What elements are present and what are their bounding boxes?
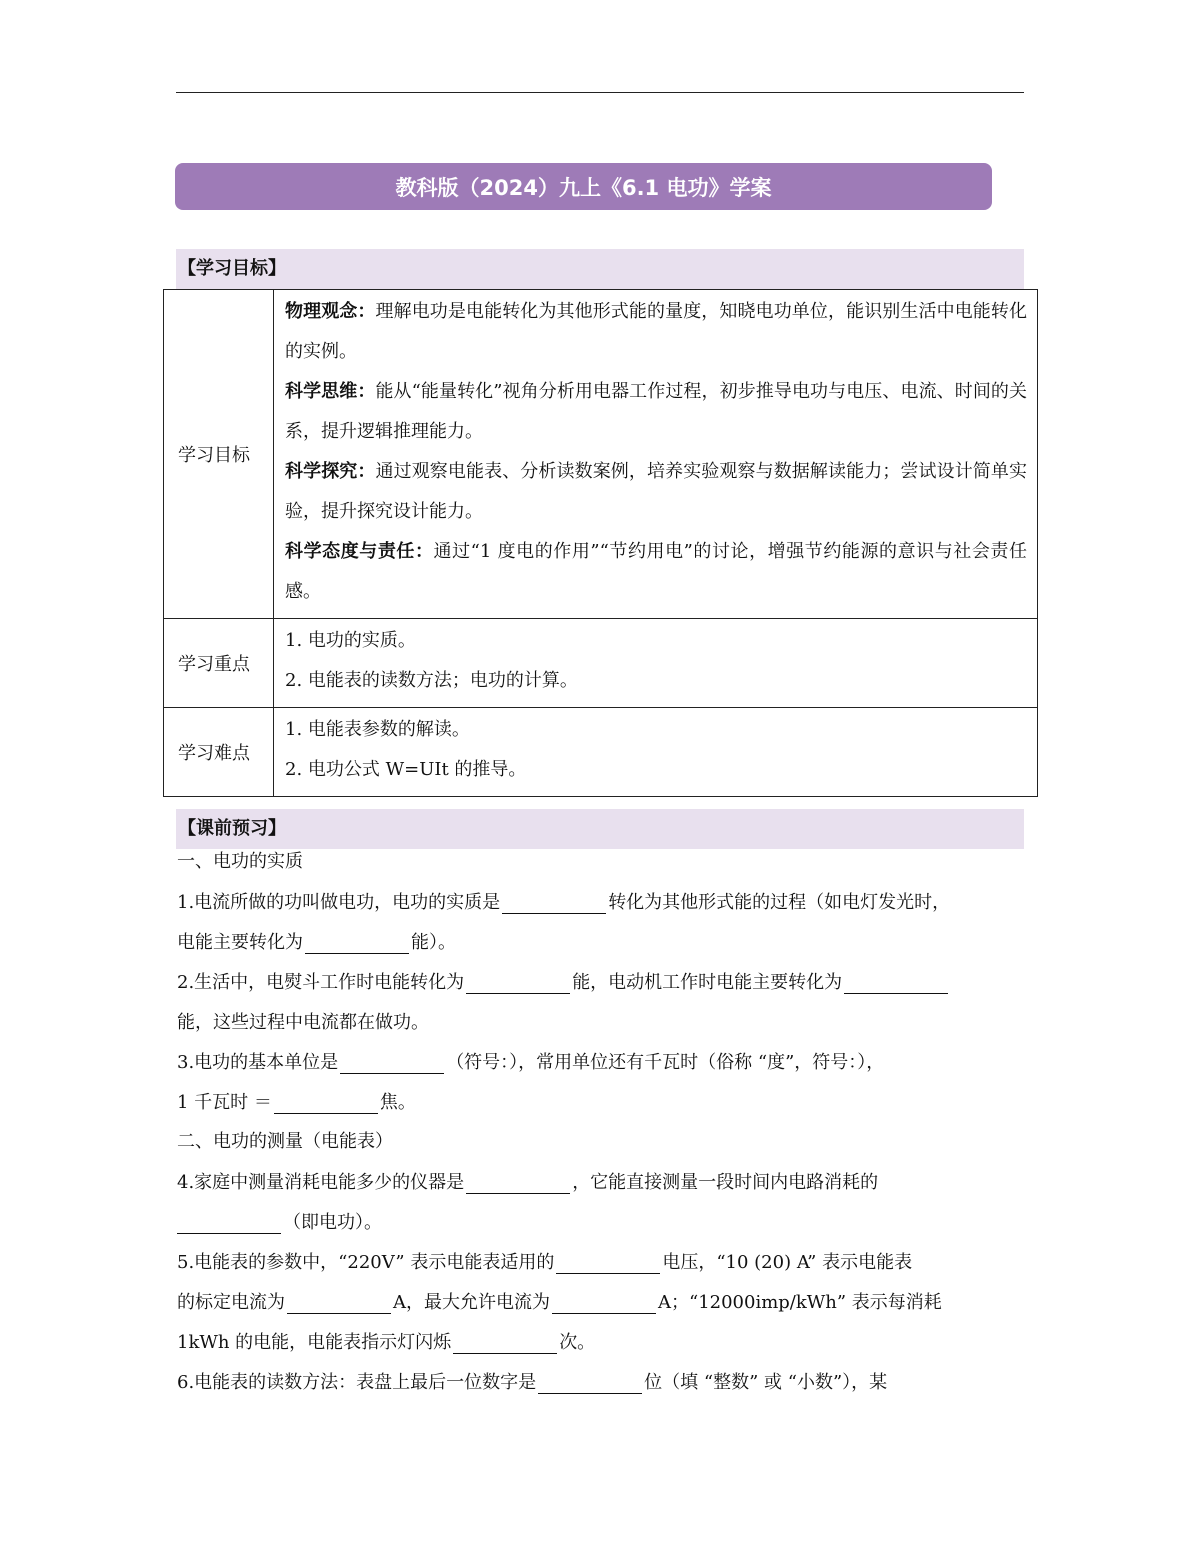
question-4-line-2: （即电功）。 xyxy=(177,1203,1025,1243)
question-2-line-1: 2.生活中，电熨斗工作时电能转化为 能，电动机工作时电能主要转化为 xyxy=(177,963,1025,1003)
answer-blank[interactable] xyxy=(305,929,409,954)
answer-blank[interactable] xyxy=(274,1089,378,1114)
answer-blank[interactable] xyxy=(844,969,948,994)
table-row xyxy=(164,290,1038,619)
goal-item xyxy=(285,292,1027,372)
goal-text: 通过“1 度电的作用”“节约用电”的讨论，增强节约能源的意识与社会责任感。 xyxy=(285,541,1027,602)
preview-heading-2: 二、电功的测量（电能表） xyxy=(177,1131,393,1152)
question-2-line-2: 能，这些过程中电流都在做功。 xyxy=(177,1012,429,1033)
list-item: 1. 电能表参数的解读。 xyxy=(285,719,470,740)
goal-text: 通过观察电能表、分析读数案例，培养实验观察与数据解读能力；尝试设计简单实验，提升探究设计能力。 xyxy=(285,461,1027,522)
question-1-line-1: 1.电流所做的功叫做电功，电功的实质是 转化为其他形式能的过程（如电灯发光时， xyxy=(177,883,1025,923)
question-4-line-1: 4.家庭中测量消耗电能多少的仪器是 ，它能直接测量一段时间内电路消耗的 xyxy=(177,1163,1025,1203)
key-points-content xyxy=(274,619,1038,708)
question-5-line-2: 的标定电流为 A，最大允许电流为 A；“12000imp/kWh” 表示每消耗 xyxy=(177,1283,1025,1323)
answer-blank[interactable] xyxy=(177,1209,281,1234)
page-title: 教科版（2024）九上《6.1 电功》学案 xyxy=(175,163,992,210)
goal-keyword: 科学思维： xyxy=(285,381,376,402)
answer-blank[interactable] xyxy=(502,889,606,914)
goal-text: 理解电功是电能转化为其他形式能的量度，知晓电功单位，能识别生活中电能转化的实例。 xyxy=(285,301,1027,362)
preview-heading-1: 一、电功的实质 xyxy=(177,851,303,872)
answer-blank[interactable] xyxy=(466,969,570,994)
row-label-difficulties: 学习难点 xyxy=(164,708,274,797)
goal-text: 能从“能量转化”视角分析用电器工作过程，初步推导电功与电压、电流、时间的关系，提升逻辑推理能力。 xyxy=(285,381,1028,442)
question-6-line-1: 6.电能表的读数方法：表盘上最后一位数字是 位（填 “整数” 或 “小数”），某 xyxy=(177,1363,1025,1403)
question-3-line-1: 3.电功的基本单位是 （符号：），常用单位还有千瓦时（俗称 “度”，符号：）， xyxy=(177,1043,1025,1083)
section-header-preview: 【课前预习】 xyxy=(176,809,1024,849)
goal-keyword: 科学探究： xyxy=(285,461,376,482)
answer-blank[interactable] xyxy=(287,1289,391,1314)
question-5-line-3: 1kWh 的电能，电能表指示灯闪烁 次。 xyxy=(177,1323,1025,1363)
section-header-goals: 【学习目标】 xyxy=(176,249,1024,289)
row-label-key-points: 学习重点 xyxy=(164,619,274,708)
row-label-goals: 学习目标 xyxy=(164,290,274,619)
learning-goals-table xyxy=(163,289,1038,797)
answer-blank[interactable] xyxy=(552,1289,656,1314)
header-rule xyxy=(176,92,1024,93)
question-5-line-1: 5.电能表的参数中，“220V” 表示电能表适用的 电压，“10 (20) A” 表示电能表 xyxy=(177,1243,1025,1283)
list-item: 2. 电功公式 W=UIt 的推导。 xyxy=(285,759,527,780)
list-item: 1. 电功的实质。 xyxy=(285,630,416,651)
question-1-line-2: 电能主要转化为 能）。 xyxy=(177,923,1025,963)
answer-blank[interactable] xyxy=(453,1329,557,1354)
answer-blank[interactable] xyxy=(340,1049,444,1074)
list-item: 2. 电能表的读数方法；电功的计算。 xyxy=(285,670,578,691)
difficulties-content xyxy=(274,708,1038,797)
goal-item xyxy=(285,452,1027,532)
goal-item xyxy=(285,532,1027,612)
goal-keyword: 科学态度与责任： xyxy=(285,541,434,562)
table-row xyxy=(164,619,1038,708)
answer-blank[interactable] xyxy=(466,1169,570,1194)
answer-blank[interactable] xyxy=(556,1249,660,1274)
answer-blank[interactable] xyxy=(538,1369,642,1394)
goals-content xyxy=(274,290,1038,619)
goal-item xyxy=(285,372,1027,452)
table-row xyxy=(164,708,1038,797)
question-3-line-2: 1 千瓦时 ＝ 焦。 xyxy=(177,1083,1025,1123)
goal-keyword: 物理观念： xyxy=(285,301,376,322)
